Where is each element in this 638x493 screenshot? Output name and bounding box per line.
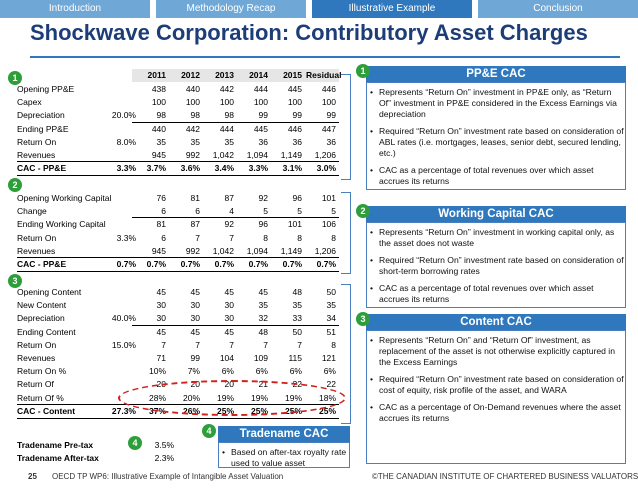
- table-cell: 92: [258, 193, 268, 203]
- row-rule: [17, 161, 339, 162]
- row-rate: [96, 149, 136, 162]
- table-cell: 1,094: [246, 245, 268, 256]
- table-cell: 7%: [187, 366, 200, 377]
- year-header: 2012: [181, 70, 200, 80]
- row-rule: [132, 217, 339, 218]
- row-rate: [96, 83, 136, 96]
- table-cell: 440: [185, 84, 200, 94]
- row-rate: 15.0%: [111, 339, 136, 350]
- table-cell: 5: [297, 206, 302, 217]
- row-label: New Content: [17, 300, 67, 311]
- table-cell: 45: [190, 326, 200, 337]
- table-cell: 1,042: [212, 150, 234, 160]
- table-cell: 98: [224, 110, 234, 121]
- footer-copyright: ©THE CANADIAN INSTITUTE OF CHARTERED BUSINESS VALUATORS: [372, 472, 638, 481]
- panel-3-bullets: [368, 335, 624, 430]
- row-label: Return Of: [17, 379, 54, 390]
- row-rate: [96, 365, 136, 378]
- table-cell: 34: [326, 313, 336, 324]
- tradename-value: 3.5%: [154, 440, 174, 450]
- bullet-item: • Required “Return On” investment rate based on consideration of cost of equity, risk profile of the asset, and WARA: [368, 374, 624, 396]
- table-cell: 30: [190, 300, 200, 311]
- row-rate: [96, 96, 136, 109]
- table-cell: 3.3%: [248, 163, 268, 174]
- section-1-badge: 1: [8, 71, 22, 85]
- section-1-bracket: [341, 74, 351, 180]
- table-cell: 26%: [182, 405, 200, 416]
- table-cell: 25%: [250, 405, 268, 416]
- row-label: CAC - PP&E: [17, 259, 67, 269]
- table-cell: 20%: [182, 392, 200, 403]
- table-cell: 10%: [148, 366, 166, 377]
- table-cell: 48: [292, 287, 302, 297]
- table-cell: 28%: [148, 392, 166, 403]
- table-cell: 32: [258, 313, 268, 324]
- row-rate: 40.0%: [111, 313, 136, 324]
- tab-methodology-recap[interactable]: Methodology Recap: [156, 0, 306, 18]
- table-cell: 100: [321, 97, 336, 108]
- table-cell: 18%: [318, 392, 336, 403]
- row-rate: 8.0%: [116, 136, 136, 147]
- table-cell: 36: [258, 136, 268, 147]
- section-4-badge: 4: [128, 436, 142, 450]
- row-rule: [17, 175, 339, 176]
- table-cell: 6%: [221, 366, 234, 377]
- table-cell: 0.7%: [180, 259, 200, 269]
- row-label: Return On %: [17, 366, 67, 377]
- top-navigation: [0, 0, 638, 18]
- table-cell: 106: [321, 219, 336, 230]
- table-cell: 992: [185, 245, 200, 256]
- table-cell: 19%: [216, 392, 234, 403]
- row-label: Return On: [17, 136, 57, 147]
- table-cell: 442: [185, 123, 200, 134]
- panel-4-bullets: [220, 447, 348, 475]
- table-cell: 45: [224, 287, 234, 297]
- table-cell: 6: [161, 232, 166, 243]
- table-cell: 30: [156, 300, 166, 311]
- table-cell: 98: [190, 110, 200, 121]
- section-2-badge: 2: [8, 178, 22, 192]
- row-label: Revenues: [17, 245, 56, 256]
- table-cell: 20: [190, 379, 200, 390]
- row-rate: [96, 245, 136, 258]
- table-cell: 71: [156, 353, 166, 363]
- table-cell: 6%: [323, 366, 336, 377]
- row-label: Ending Working Capital: [17, 219, 106, 230]
- table-cell: 100: [185, 97, 200, 108]
- tradename-label: Tradename After-tax: [17, 453, 99, 463]
- title-divider: [30, 56, 620, 58]
- table-cell: 100: [151, 97, 166, 108]
- bullet-item: • CAC as a percentage of total revenues over which asset accrues its returns: [368, 283, 624, 305]
- table-cell: 45: [224, 326, 234, 337]
- table-cell: 35: [326, 300, 336, 311]
- bullet-item: • Represents “Return On” investment in PP&E only, as “Return Of” investment in PP&E considered in the Excess Earnings via depreciation: [368, 87, 624, 120]
- table-cell: 100: [219, 97, 234, 108]
- row-rule: [17, 418, 339, 419]
- table-cell: 6%: [255, 366, 268, 377]
- table-cell: 109: [253, 353, 268, 363]
- table-cell: 98: [156, 110, 166, 121]
- table-cell: 96: [292, 193, 302, 203]
- table-cell: 0.7%: [146, 259, 166, 269]
- table-cell: 45: [258, 287, 268, 297]
- table-cell: 445: [253, 123, 268, 134]
- row-rule: [132, 325, 339, 326]
- year-header: Residual: [306, 70, 342, 80]
- panel-2-header: Working Capital CAC: [366, 206, 626, 222]
- table-cell: 76: [156, 193, 166, 203]
- table-cell: 3.1%: [282, 163, 302, 174]
- bullet-item: • Represents “Return On” and “Return Of” investment, as replacement of the asset is not otherwise explicitly captured in the Excess Earnings: [368, 335, 624, 368]
- table-cell: 35: [258, 300, 268, 311]
- section-3-badge: 3: [8, 274, 22, 288]
- page-title: Shockwave Corporation: Contributory Asset Charges: [30, 20, 588, 45]
- bullet-item: • Represents “Return On” investment in working capital only, as the asset does not waste: [368, 227, 624, 249]
- table-cell: 30: [224, 300, 234, 311]
- row-label: Opening Content: [17, 287, 82, 297]
- table-cell: 25%: [284, 405, 302, 416]
- table-cell: 37%: [148, 405, 166, 416]
- table-cell: 45: [156, 287, 166, 297]
- bullet-item: • CAC as a percentage of On-Demand revenues where the asset accrues its returns: [368, 402, 624, 424]
- table-cell: 7: [161, 339, 166, 350]
- table-cell: 92: [224, 219, 234, 230]
- row-rate: 0.7%: [116, 259, 136, 269]
- table-cell: 446: [287, 123, 302, 134]
- footer-title: OECD TP WP6: Illustrative Example of Intangible Asset Valuation: [52, 472, 284, 481]
- bullet-item: • Required “Return On” investment rate based on consideration of ABL rates (i.e. mortgages, leases, senior debt, secured lending, etc.): [368, 126, 624, 159]
- table-cell: 8: [297, 232, 302, 243]
- table-cell: 19%: [284, 392, 302, 403]
- table-cell: 35: [190, 136, 200, 147]
- table-cell: 438: [151, 84, 166, 94]
- table-cell: 48: [258, 326, 268, 337]
- table-cell: 3.4%: [214, 163, 234, 174]
- section-2-bracket: [341, 192, 351, 274]
- table-cell: 4: [229, 206, 234, 217]
- panel-4-header: Tradename CAC: [218, 426, 350, 442]
- page-number: 25: [28, 472, 37, 481]
- table-cell: 444: [219, 123, 234, 134]
- tab-conclusion[interactable]: Conclusion: [478, 0, 638, 18]
- row-label: Depreciation: [17, 110, 65, 121]
- table-cell: 8: [331, 339, 336, 350]
- row-rate: [96, 123, 136, 136]
- row-rate: [96, 326, 136, 339]
- table-cell: 25%: [216, 405, 234, 416]
- table-cell: 100: [287, 97, 302, 108]
- table-cell: 1,094: [246, 150, 268, 160]
- table-cell: 81: [190, 193, 200, 203]
- bullet-item: • Based on after-tax royalty rate used to value asset: [220, 447, 348, 469]
- table-cell: 104: [219, 353, 234, 363]
- row-rule: [17, 271, 339, 272]
- tab-illustrative-example[interactable]: Illustrative Example: [312, 0, 472, 18]
- table-cell: 45: [156, 326, 166, 337]
- table-cell: 6%: [289, 366, 302, 377]
- row-label: Capex: [17, 97, 42, 108]
- table-cell: 33: [292, 313, 302, 324]
- table-cell: 35: [224, 136, 234, 147]
- table-cell: 945: [151, 150, 166, 160]
- row-label: Ending Content: [17, 326, 76, 337]
- year-header: 2014: [249, 70, 268, 80]
- row-label: Opening PP&E: [17, 84, 75, 94]
- table-cell: 8: [331, 232, 336, 243]
- table-cell: 30: [190, 313, 200, 324]
- panel-3-badge: 3: [356, 312, 370, 326]
- table-cell: 0.7%: [214, 259, 234, 269]
- table-cell: 0.7%: [248, 259, 268, 269]
- table-cell: 7: [195, 339, 200, 350]
- panel-1-bullets: [368, 87, 624, 193]
- table-cell: 87: [190, 219, 200, 230]
- table-cell: 20: [156, 379, 166, 390]
- table-cell: 7: [229, 339, 234, 350]
- row-label: Ending PP&E: [17, 123, 69, 134]
- table-cell: 3.0%: [316, 163, 336, 174]
- row-rate: 27.3%: [111, 405, 136, 416]
- table-cell: 30: [224, 313, 234, 324]
- panel-2-bullets: [368, 227, 624, 311]
- table-cell: 7: [195, 232, 200, 243]
- table-cell: 45: [190, 287, 200, 297]
- table-cell: 446: [321, 84, 336, 94]
- table-cell: 945: [151, 245, 166, 256]
- table-cell: 99: [292, 110, 302, 121]
- year-header: 2013: [215, 70, 234, 80]
- table-cell: 51: [326, 326, 336, 337]
- table-cell: 22: [292, 379, 302, 390]
- table-cell: 101: [287, 219, 302, 230]
- row-rate: [96, 205, 136, 218]
- row-label: Return Of %: [17, 392, 64, 403]
- panel-1-badge: 1: [356, 64, 370, 78]
- row-label: Revenues: [17, 353, 56, 363]
- table-cell: 442: [219, 84, 234, 94]
- bullet-item: • Required “Return On” investment rate based on consideration of short-term borrowing rates: [368, 255, 624, 277]
- panel-4-badge: 4: [202, 424, 216, 438]
- table-cell: 0.7%: [282, 259, 302, 269]
- table-cell: 22: [326, 379, 336, 390]
- row-rate: [96, 352, 136, 365]
- panel-2-badge: 2: [356, 204, 370, 218]
- table-cell: 99: [190, 353, 200, 363]
- table-cell: 8: [263, 232, 268, 243]
- table-cell: 99: [326, 110, 336, 121]
- bullet-item: • CAC as a percentage of total revenues over which asset accrues its returns: [368, 165, 624, 187]
- table-cell: 992: [185, 150, 200, 160]
- row-label: Revenues: [17, 150, 56, 160]
- table-cell: 21: [258, 379, 268, 390]
- table-cell: 50: [292, 326, 302, 337]
- table-cell: 101: [321, 193, 336, 203]
- row-rule: [17, 257, 339, 258]
- table-cell: 36: [292, 136, 302, 147]
- tab-introduction[interactable]: Introduction: [0, 0, 150, 18]
- section-3-bracket: [341, 284, 351, 424]
- table-cell: 3.7%: [146, 163, 166, 174]
- panel-1-header: PP&E CAC: [366, 66, 626, 82]
- table-cell: 7: [263, 339, 268, 350]
- return-of-highlight-oval: [118, 380, 346, 416]
- row-rate: 3.3%: [116, 232, 136, 243]
- table-cell: 36: [326, 136, 336, 147]
- row-label: CAC - Content: [17, 405, 76, 416]
- table-cell: 444: [253, 84, 268, 94]
- year-header: 2015: [283, 70, 302, 80]
- table-cell: 35: [292, 300, 302, 311]
- table-cell: 1,149: [280, 150, 302, 160]
- row-rate: 3.3%: [116, 163, 136, 174]
- row-rule: [132, 122, 339, 123]
- table-cell: 1,206: [314, 150, 336, 160]
- table-cell: 100: [253, 97, 268, 108]
- table-cell: 6: [161, 206, 166, 217]
- table-cell: 445: [287, 84, 302, 94]
- table-cell: 0.7%: [316, 259, 336, 269]
- row-label: Return On: [17, 232, 57, 243]
- table-cell: 50: [326, 287, 336, 297]
- row-rate: [96, 286, 136, 299]
- table-cell: 99: [258, 110, 268, 121]
- table-cell: 5: [331, 206, 336, 217]
- row-label: Opening Working Capital: [17, 193, 112, 203]
- table-cell: 81: [156, 219, 166, 230]
- table-cell: 1,149: [280, 245, 302, 256]
- row-label: Change: [17, 206, 47, 217]
- year-header: 2011: [147, 70, 166, 80]
- row-label: CAC - PP&E: [17, 163, 67, 174]
- table-cell: 5: [263, 206, 268, 217]
- row-rate: [96, 299, 136, 312]
- table-cell: 447: [321, 123, 336, 134]
- row-rate: 20.0%: [111, 110, 136, 121]
- table-cell: 6: [195, 206, 200, 217]
- table-cell: 115: [288, 353, 302, 363]
- table-cell: 7: [229, 232, 234, 243]
- table-cell: 1,042: [212, 245, 234, 256]
- tradename-label: Tradename Pre-tax: [17, 440, 94, 450]
- table-cell: 121: [321, 353, 336, 363]
- table-cell: 35: [156, 136, 166, 147]
- row-label: Return On: [17, 339, 57, 350]
- table-cell: 7: [297, 339, 302, 350]
- tradename-value: 2.3%: [154, 453, 174, 463]
- row-rate: [96, 192, 136, 205]
- table-cell: 20: [224, 379, 234, 390]
- row-label: Depreciation: [17, 313, 65, 324]
- table-cell: 96: [258, 219, 268, 230]
- table-cell: 19%: [250, 392, 268, 403]
- table-cell: 3.6%: [180, 163, 200, 174]
- table-cell: 440: [151, 123, 166, 134]
- table-cell: 30: [156, 313, 166, 324]
- panel-3-header: Content CAC: [366, 314, 626, 330]
- table-cell: 87: [224, 193, 234, 203]
- row-rate: [96, 218, 136, 231]
- table-cell: 25%: [318, 405, 336, 416]
- table-cell: 1,206: [314, 245, 336, 256]
